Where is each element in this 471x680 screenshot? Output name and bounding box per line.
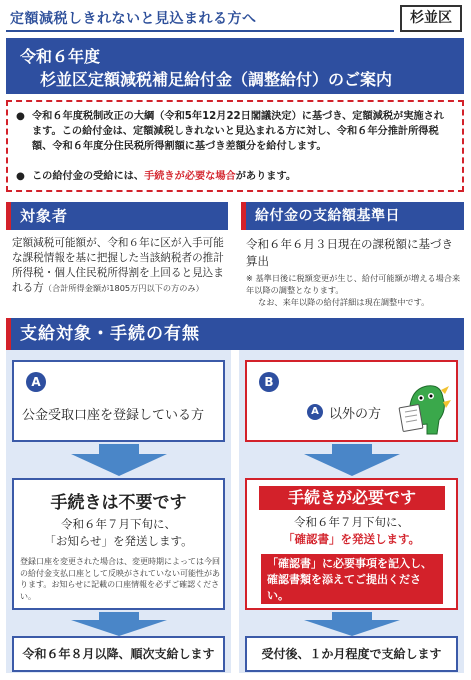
notice-text-1: 令和６年度税制改正の大綱（令和5年12月22日閣議決定）に基づき、定額減税が実施されます。この給付金は、定額減税しきれないと見込まれる方に対し、令和６年分推計所得税額、令和６年度分住民税所得割額に基づき差額分を給付します。 (32, 111, 444, 152)
badge-b: B (259, 372, 279, 392)
down-arrow-right (304, 454, 400, 476)
inner-badge-a: A (307, 404, 323, 420)
condition-b-text: 以外の方 (329, 407, 382, 422)
down-arrow-left-2 (71, 620, 167, 636)
no-procedure-title: 手続きは不要です (50, 493, 187, 513)
page-heading: 定額減税しきれないと見込まれる方へ (10, 11, 257, 27)
badge-a: A (26, 372, 46, 392)
bullet-icon: ● (16, 171, 25, 182)
banner-title: 杉並区定額減税補足給付金（調整給付）のご案内 (40, 70, 393, 89)
required-highlight: 手続きが必要な場合 (144, 171, 236, 182)
condition-a-text: 公金受取口座を登録している方 (22, 408, 205, 423)
confirmation-instruction: 「確認書」に必要事項を記入し、確認書類を添えてご提出ください。 (261, 554, 443, 604)
eligibility-heading: 支給対象・手続の有無 (6, 318, 464, 350)
heading-underline (6, 30, 394, 32)
notice-date-b: 令和６年７月下旬に、 「確認書」を発送します。 (282, 515, 421, 546)
arrow-stem-right-2 (332, 612, 372, 620)
basis-note-2: なお、来年以降の給付詳細は現在調整中です。 (258, 297, 430, 307)
arrow-stem-left (99, 444, 139, 454)
arrow-stem-left-2 (99, 612, 139, 620)
condition-card-a (12, 360, 225, 442)
target-heading: 対象者 (6, 202, 228, 230)
procedure-required-title: 手続きが必要です (259, 486, 445, 510)
basis-note-1: ※ 基準日後に税額変更が生じ、給付可能額が増える場合来年以降の調整となります。 (246, 273, 461, 295)
down-arrow-right-2 (304, 620, 400, 636)
target-text: 定額減税可能額が、令和６年に区が入手可能な課税情報を基に把握した当該納税者の推計所得税・個人住民税所得割を上回ると見込まれる方（合計所得金額が1805万円以下の方のみ） (12, 237, 224, 294)
payment-schedule-b: 受付後、１か月程度で支給します (245, 636, 458, 672)
notice-text-2: この給付金の受給には、手続きが必要な場合があります。 (32, 171, 297, 182)
result-card-a (12, 478, 225, 610)
down-arrow-left (71, 454, 167, 476)
payment-schedule-a: 令和６年８月以降、順次支給します (12, 636, 225, 672)
account-note: 登録口座を変更された場合は、変更時期によっては今回の給付金支払口座として反映がされていない可能性があります。お知らせに記載の口座情報を必ずご確認ください。 (20, 557, 220, 601)
bullet-icon: ● (16, 111, 25, 122)
arrow-stem-right (332, 444, 372, 454)
notice-box (6, 100, 464, 192)
title-banner (6, 38, 464, 94)
banner-year: 令和６年度 (20, 47, 101, 66)
result-card-b (245, 478, 458, 610)
condition-card-b (245, 360, 458, 442)
notice-date-a: 令和６年７月下旬に、 「お知らせ」を発送します。 (44, 517, 193, 548)
mascot-icon (397, 380, 453, 438)
basis-text: 令和６年６月３日現在の課税額に基づき算出 (246, 237, 453, 268)
basis-heading: 給付金の支給額基準日 (241, 202, 464, 230)
ward-label: 杉並区 (400, 5, 462, 32)
